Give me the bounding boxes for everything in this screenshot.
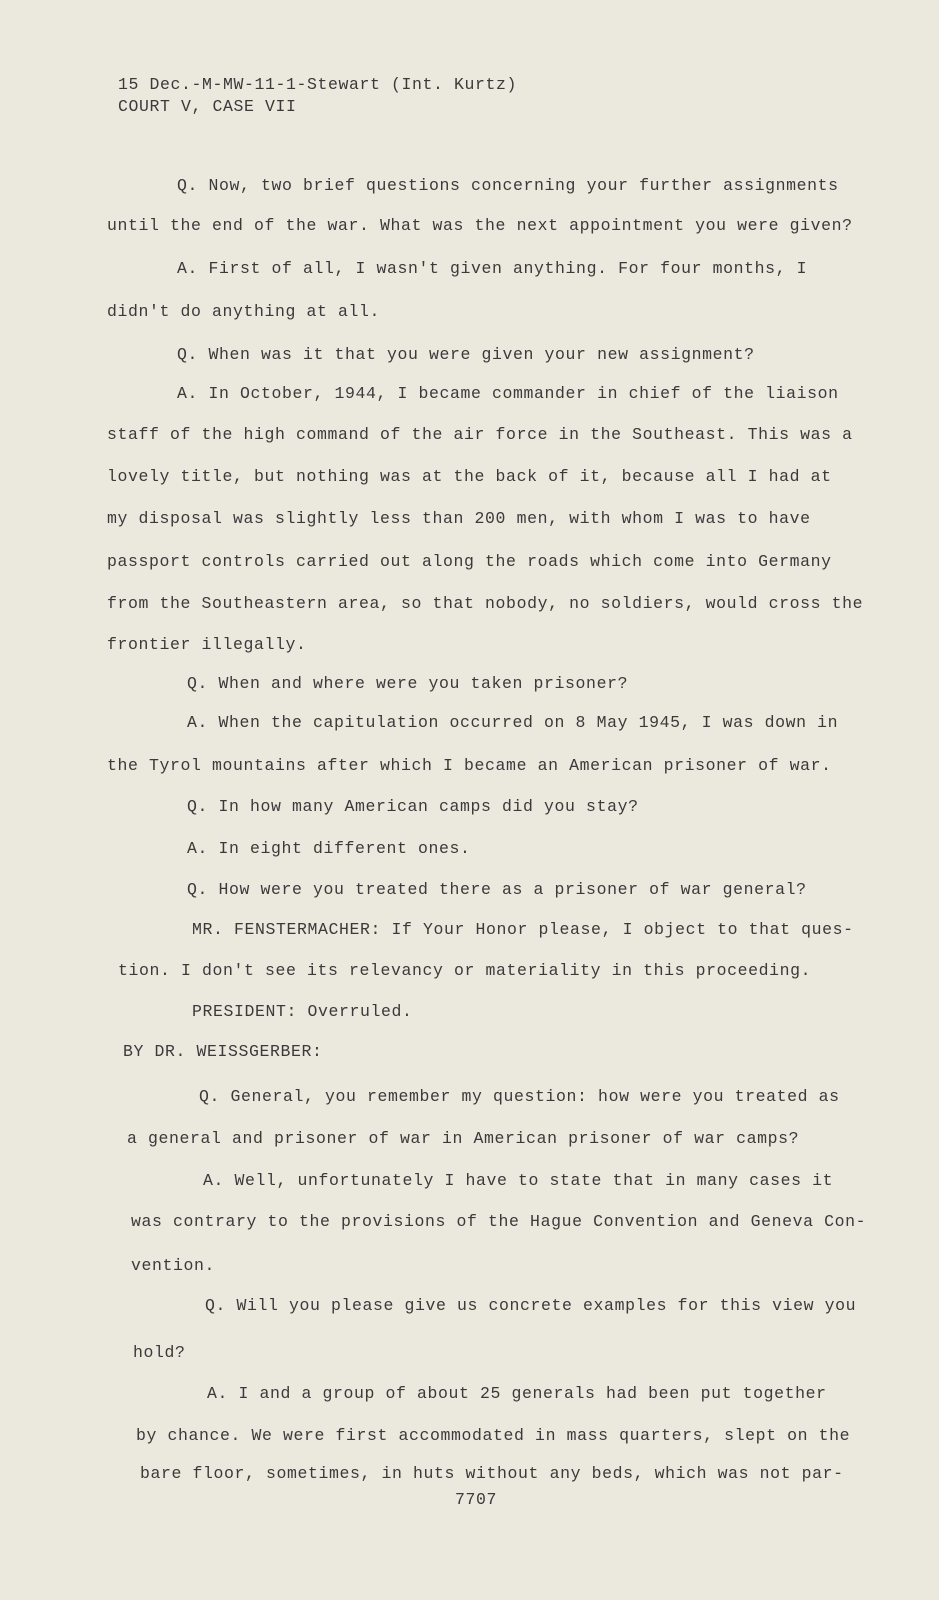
transcript-line: the Tyrol mountains after which I became an American prisoner of war. xyxy=(107,756,832,775)
transcript-line: passport controls carried out along the roads which come into Germany xyxy=(107,552,832,571)
transcript-line: didn't do anything at all. xyxy=(107,302,381,321)
transcript-line: staff of the high command of the air force in the Southeast. This was a xyxy=(107,425,853,444)
document-header xyxy=(118,74,517,118)
transcript-line: A. Well, unfortunately I have to state that in many cases it xyxy=(203,1171,834,1190)
header-line-1: 15 Dec.-M-MW-11-1-Stewart (Int. Kurtz) xyxy=(118,75,518,94)
transcript-line: by chance. We were first accommodated in mass quarters, slept on the xyxy=(136,1426,851,1445)
transcript-line: Q. How were you treated there as a prisoner of war general? xyxy=(187,880,807,899)
transcript-line: Q. General, you remember my question: how were you treated as xyxy=(199,1087,840,1106)
transcript-line: A. In eight different ones. xyxy=(187,839,471,858)
transcript-line: vention. xyxy=(131,1256,216,1275)
page-number: 7707 xyxy=(455,1490,498,1509)
transcript-line: Q. Now, two brief questions concerning your further assignments xyxy=(177,176,839,195)
transcript-line: PRESIDENT: Overruled. xyxy=(192,1002,413,1021)
transcript-line: my disposal was slightly less than 200 men, with whom I was to have xyxy=(107,509,811,528)
transcript-line: frontier illegally. xyxy=(107,635,307,654)
transcript-line: Q. Will you please give us concrete examples for this view you xyxy=(205,1296,857,1315)
transcript-line: a general and prisoner of war in American prisoner of war camps? xyxy=(127,1129,800,1148)
transcript-line: tion. I don't see its relevancy or materiality in this proceeding. xyxy=(118,961,812,980)
transcript-line: MR. FENSTERMACHER: If Your Honor please, I object to that ques- xyxy=(192,920,854,939)
transcript-line: was contrary to the provisions of the Hague Convention and Geneva Con- xyxy=(131,1212,867,1231)
transcript-line: A. First of all, I wasn't given anything. For four months, I xyxy=(177,259,808,278)
transcript-line: BY DR. WEISSGERBER: xyxy=(123,1042,323,1061)
transcript-line: bare floor, sometimes, in huts without any beds, which was not par- xyxy=(140,1464,844,1483)
transcript-line: A. I and a group of about 25 generals had been put together xyxy=(207,1384,827,1403)
transcript-line: from the Southeastern area, so that nobody, no soldiers, would cross the xyxy=(107,594,864,613)
transcript-line: hold? xyxy=(133,1343,186,1362)
transcript-line: A. When the capitulation occurred on 8 May 1945, I was down in xyxy=(187,713,839,732)
transcript-line: until the end of the war. What was the next appointment you were given? xyxy=(107,216,853,235)
transcript-line: Q. In how many American camps did you stay? xyxy=(187,797,639,816)
transcript-line: lovely title, but nothing was at the back of it, because all I had at xyxy=(107,467,832,486)
transcript-line: Q. When was it that you were given your new assignment? xyxy=(177,345,755,364)
transcript-line: Q. When and where were you taken prisoner? xyxy=(187,674,629,693)
transcript-line: A. In October, 1944, I became commander in chief of the liaison xyxy=(177,384,839,403)
header-line-2: COURT V, CASE VII xyxy=(118,97,297,116)
